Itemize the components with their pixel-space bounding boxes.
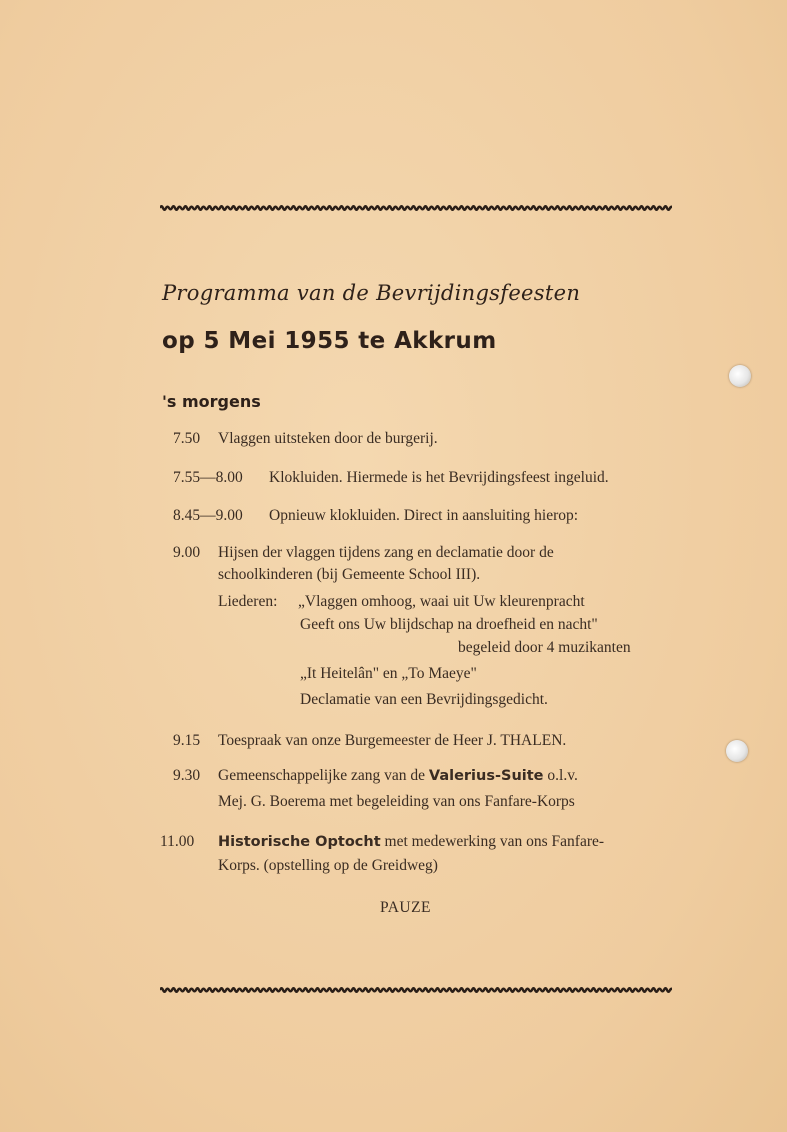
item-time: 9.15 <box>173 732 201 749</box>
wavy-divider-bottom <box>160 985 672 995</box>
item-time: 7.55—8.00 <box>173 469 243 486</box>
item-text: Vlaggen uitsteken door de burgerij. <box>218 430 438 447</box>
item-text-post: o.l.v. <box>543 767 578 784</box>
pauze-label: PAUZE <box>380 899 432 916</box>
item-text: Toespraak van onze Burgemeester de Heer J. THALEN. <box>218 732 567 749</box>
item-time: 9.30 <box>173 767 201 784</box>
item-text-post: met medewerking van ons Fanfare- <box>380 833 605 850</box>
item-time: 11.00 <box>160 833 195 850</box>
item-11-00-line2: Korps. (opstelling op de Greidweg) <box>218 857 438 874</box>
item-text <box>218 765 578 787</box>
historische-optocht: Historische Optocht <box>218 834 381 850</box>
item-time: 7.50 <box>173 430 201 447</box>
liederen-label: Liederen: <box>218 593 278 610</box>
item-text: Hijsen der vlaggen tijdens zang en declamatie door de <box>218 544 554 561</box>
item-time: 9.00 <box>173 544 201 561</box>
punch-hole-top <box>729 365 751 387</box>
item-text <box>218 831 604 853</box>
declamatie: Declamatie van een Bevrijdingsgedicht. <box>300 691 548 708</box>
song2: „It Heitelân" en „To Maeye" <box>300 665 477 682</box>
item-9-00-line2: schoolkinderen (bij Gemeente School III). <box>218 566 481 583</box>
song1-line3: begeleid door 4 muzikanten <box>458 639 631 656</box>
item-text-pre: Gemeenschappelijke zang van de <box>218 767 429 784</box>
item-text: Klokluiden. Hiermede is het Bevrijdingsfeest ingeluid. <box>269 469 609 486</box>
wavy-divider-top <box>160 203 672 213</box>
item-text: Opnieuw klokluiden. Direct in aansluiting hierop: <box>269 507 579 524</box>
item-time: 8.45—9.00 <box>173 507 243 524</box>
program-date-place: op 5 Mei 1955 te Akkrum <box>162 328 497 354</box>
item-9-30-line2: Mej. G. Boerema met begeleiding van ons Fanfare-Korps <box>218 793 575 810</box>
punch-hole-bottom <box>726 740 748 762</box>
program-title: Programma van de Bevrijdingsfeesten <box>162 281 581 305</box>
song1-line1: „Vlaggen omhoog, waai uit Uw kleurenpracht <box>298 593 585 610</box>
section-heading: 's morgens <box>162 392 261 411</box>
song1-line2: Geeft ons Uw blijdschap na droefheid en nacht" <box>300 616 598 633</box>
valerius-suite: Valerius-Suite <box>428 768 544 784</box>
